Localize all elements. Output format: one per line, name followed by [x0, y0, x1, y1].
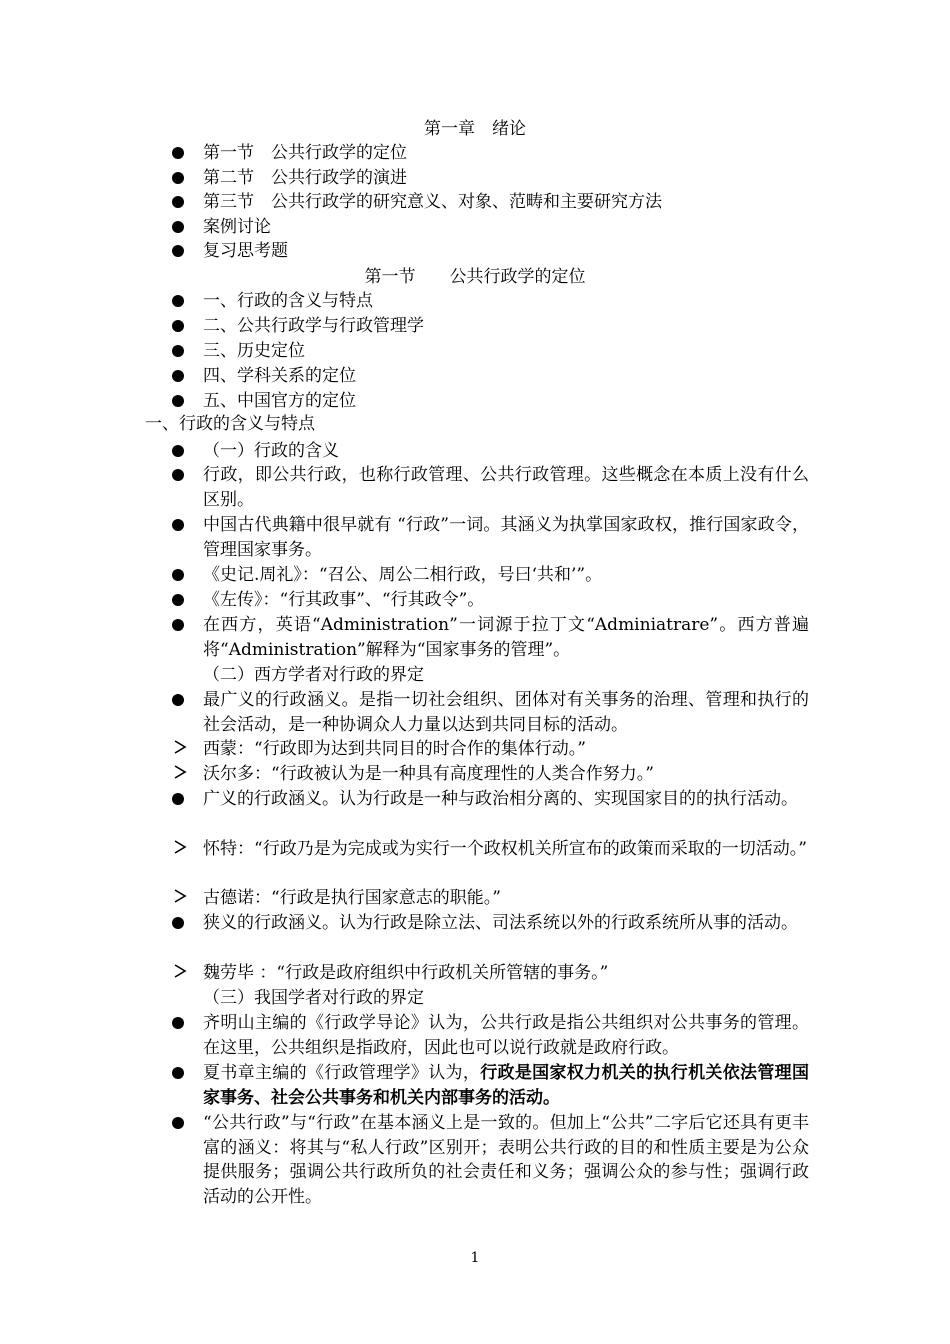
- bullet-dot-icon: [172, 1017, 184, 1029]
- bullet-dot-icon: [172, 569, 184, 581]
- bullet-dot-icon: [172, 196, 184, 208]
- bullet-dot-icon: [172, 1067, 184, 1079]
- heading-1: 一、行政的含义与特点: [145, 414, 315, 434]
- arrow-right-icon: [172, 886, 188, 906]
- bullet-dot-icon: [172, 245, 184, 257]
- document-page: 第一章 绪论 第一节 公共行政学的定位 第二节 公共行政学的演进 第三节 公共行政学的研究意义、对象、范畴和主要研究方法 案例讨论 复习思考题 第一节 公共行政学的定位 一、行政的含义与特点 二、公共行政学与行政管理学 三、历史定位 四、学科关系的定位 五、中国官方的定位 一、行政的含义与特点 （一）行政的含义 行政，即公共行政，也称行政管理、公共行政管理。这些概念在本质上没有什么区别。 中国古代典籍中很早就有 “行政”一词。其涵义为执掌国家政权，推行国家政令，管理国家事务。 《史记.周礼》：“召公、周公二相行政，号曰‘共和’”。 《左传》：“行其政事”、“行其政令”。 在西方，英语“Administration”一词源于拉丁文“Adminiatrare”。西方普遍将“Administration”解释为“国家事务的管理”。 （二）西方学者对行政的界定 最广义的行政涵义。是指一切社会组织、团体对有关事务的治理、管理和执行的社会活动，是一种协调众人力量以达到共同目标的活动。 西蒙：“行政即为达到共同目的时合作的集体行动。” 沃尔多：“行政被认为是一种具有高度理性的人类合作努力。” 广义的行政涵义。认为行政是一种与政治相分离的、实现国家目的的执行活动。 怀特：“行政乃是为完成或为实行一个政权机关所宣布的政策而采取的一切活动。” 古德诺：“行政是执行国家意志的职能。” 狭义的行政涵义。认为行政是除立法、司法系统以外的行政系统所从事的活动。 魏劳毕 ：“行政是政府组织中行政机关所管辖的事务。” （三）我国学者对行政的界定 齐明山主编的《行政学导论》认为，公共行政是指公共组织对公共事务的管理。在这里，公共组织是指政府，因此也可以说行政就是政府行政。 夏书章主编的《行政管理学》认为，行政是国家权力机关的执行机关依法管理国家事务、社会公共事务和机关内部事务的活动。 “公共行政”与“行政”在基本涵义上是一致的。但加上“公共”二字后它还具有更丰富的涵义：将其与“私人行政”区别开；表明公共行政的目的和性质主要是为公众提供服务；强调公共行政所负的社会责任和义务；强调公众的参与性；强调行政活动的公开性。 1: [0, 0, 950, 1344]
- arrow-right-icon: [172, 961, 188, 981]
- bullet-dot-icon: [172, 172, 184, 184]
- arrow-right-icon: [172, 762, 188, 782]
- bullet-dot-icon: [172, 345, 184, 357]
- bullet-dot-icon: [172, 619, 184, 631]
- bullet-dot-icon: [172, 320, 184, 332]
- bullet-dot-icon: [172, 793, 184, 805]
- bullet-dot-icon: [172, 395, 184, 407]
- arrow-right-icon: [172, 837, 188, 857]
- bullet-dot-icon: [172, 694, 184, 706]
- item-text-bold: 行政是国家权力机关的执行机关依法管理国家事务、社会公共事务和机关内部事务的活动。: [203, 1063, 810, 1108]
- chapter-title: 第一章 绪论: [424, 119, 526, 139]
- bullet-dot-icon: [172, 469, 184, 481]
- arrow-right-icon: [172, 737, 188, 757]
- bullet-dot-icon: [172, 519, 184, 531]
- bullet-dot-icon: [172, 917, 184, 929]
- bullet-dot-icon: [172, 1117, 184, 1129]
- page-number: 1: [470, 1250, 480, 1266]
- bullet-dot-icon: [172, 445, 184, 457]
- bullet-dot-icon: [172, 221, 184, 233]
- bullet-dot-icon: [172, 370, 184, 382]
- bullet-dot-icon: [172, 147, 184, 159]
- bullet-dot-icon: [172, 594, 184, 606]
- bullet-dot-icon: [172, 295, 184, 307]
- item-text: 夏书章主编的《行政管理学》认为，: [203, 1063, 481, 1083]
- section-title: 第一节 公共行政学的定位: [364, 267, 586, 287]
